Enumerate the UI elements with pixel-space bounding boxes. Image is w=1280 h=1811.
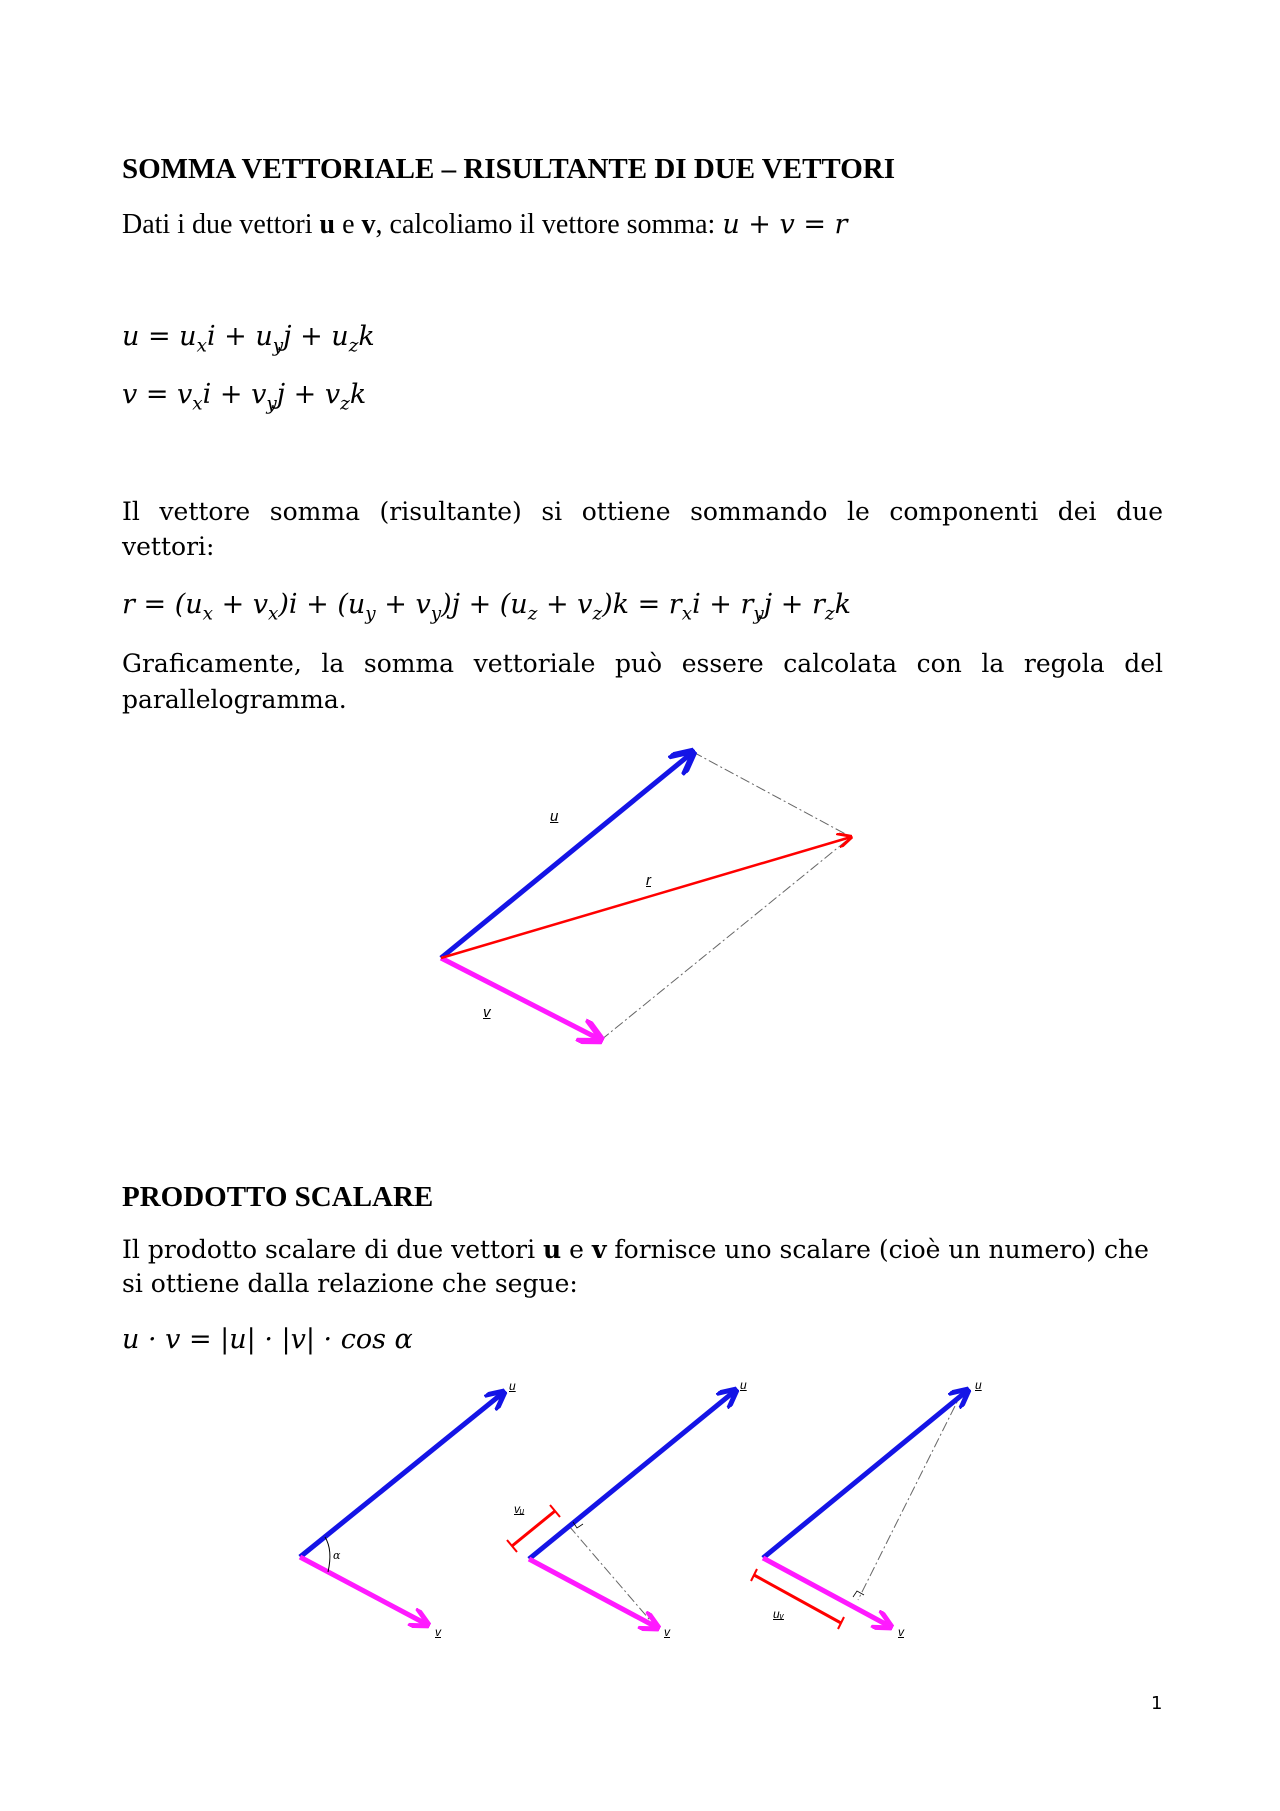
intro-prefix: Dati i due vettori (122, 209, 320, 240)
eq-u-term1: i + u (206, 321, 273, 352)
intro-v: v (361, 209, 376, 240)
intro-u: u (319, 209, 336, 240)
d3-construction (858, 1390, 963, 1600)
eq-r-sub5: z (527, 603, 538, 625)
eq-u-sub-y: y (272, 335, 284, 357)
eq-r-sub7: x (681, 603, 693, 625)
eq-u-sub-z: z (348, 335, 359, 357)
eq-v-lhs: v = v (122, 379, 193, 410)
eq-u-sub-x: x (196, 335, 207, 357)
scalar-formula: u · v = |u| · |v| · cos α (122, 1324, 413, 1355)
d3-label-u: u (975, 1378, 982, 1392)
page-number: 1 (1151, 1693, 1163, 1714)
d2-label-u: u (740, 1378, 747, 1392)
eq-r-sub9: z (824, 603, 835, 625)
scalar-prefix: Il prodotto scalare di due vettori (122, 1235, 544, 1264)
sum-paragraph-line1: Il vettore somma (risultante) si ottiene sommando le componenti dei due (122, 497, 1163, 526)
eq-u-lhs: u = u (122, 321, 197, 352)
scalar-suffix: fornisce uno scalare (cioè un numero) che (606, 1235, 1149, 1264)
eq-r-part7: )k = r (602, 589, 682, 620)
eq-r-part10: k (834, 589, 851, 620)
d2-label-v: v (664, 1625, 670, 1639)
graph-paragraph-line1: Graficamente, la somma vettoriale può essere calcolata con la regola del (122, 649, 1163, 678)
intro-and: e (335, 209, 362, 240)
intro-suffix: , calcoliamo il vettore somma: (375, 209, 723, 240)
scalar-paragraph-line2: si ottiene dalla relazione che segue: (122, 1269, 578, 1298)
d2-vector-v (529, 1559, 658, 1628)
eq-v-term3: k (349, 379, 367, 410)
eq-v-sub-y: y (266, 393, 277, 415)
sum-paragraph-line2: vettori: (122, 532, 215, 561)
scalar-and: e (561, 1235, 592, 1264)
d1-vector-u (300, 1392, 504, 1557)
d2-label-projection: vᵤ (514, 1502, 525, 1516)
scalar-u: u (543, 1235, 562, 1264)
eq-r-part2: + v (212, 589, 269, 620)
eq-v-term2: j + v (276, 379, 341, 410)
label-u: u (550, 808, 559, 825)
eq-u-term3: k (358, 321, 375, 352)
eq-r-sub1: x (202, 603, 213, 625)
section-title-vector-sum: SOMMA VETTORIALE – RISULTANTE DI DUE VETTORI (122, 153, 896, 185)
eq-r-part8: i + r (692, 589, 754, 620)
eq-r-part6: + v (537, 589, 593, 620)
scalar-v: v (591, 1235, 607, 1264)
label-r: r (646, 872, 651, 889)
eq-r-part3: )i + (u (278, 589, 366, 620)
d1-label-v: v (435, 1625, 441, 1639)
section-title-scalar-product: PRODOTTO SCALARE (122, 1181, 434, 1213)
eq-v-sub-z: z (340, 393, 350, 415)
d2-vector-u (529, 1390, 736, 1559)
eq-r-part9: j + r (763, 589, 825, 620)
scalar-diagram-2 (507, 1390, 736, 1628)
eq-r-part4: + v (375, 589, 431, 620)
eq-r-part1: r = (u (122, 589, 203, 620)
d3-projection-bar (754, 1575, 841, 1623)
label-v: v (483, 1004, 491, 1021)
d1-label-alpha: α (333, 1549, 341, 1562)
d3-vector-u (763, 1390, 968, 1558)
graph-paragraph-line2: parallelogramma. (122, 685, 347, 714)
eq-r-sub3: y (365, 603, 376, 625)
eq-r-part5: )j + (u (441, 589, 528, 620)
eq-v-sub-x: x (192, 393, 203, 415)
eq-u-term2: j + u (283, 321, 349, 352)
d1-label-u: u (509, 1379, 516, 1393)
d1-vector-v (300, 1557, 428, 1625)
scalar-diagram-3 (751, 1390, 968, 1629)
intro-formula: u + v = r (722, 209, 848, 240)
d2-construction-b (569, 1526, 655, 1626)
d1-angle-arc (325, 1537, 330, 1572)
scalar-diagram-1 (300, 1392, 504, 1625)
eq-r-sub6: z (592, 603, 603, 625)
d3-label-v: v (898, 1625, 904, 1639)
d3-label-projection: uᵥ (773, 1607, 784, 1621)
eq-r-sub2: x (268, 603, 279, 625)
eq-v-term1: i + v (202, 379, 267, 410)
eq-r-sub4: y (430, 603, 442, 625)
eq-r-sub8: y (753, 603, 764, 625)
